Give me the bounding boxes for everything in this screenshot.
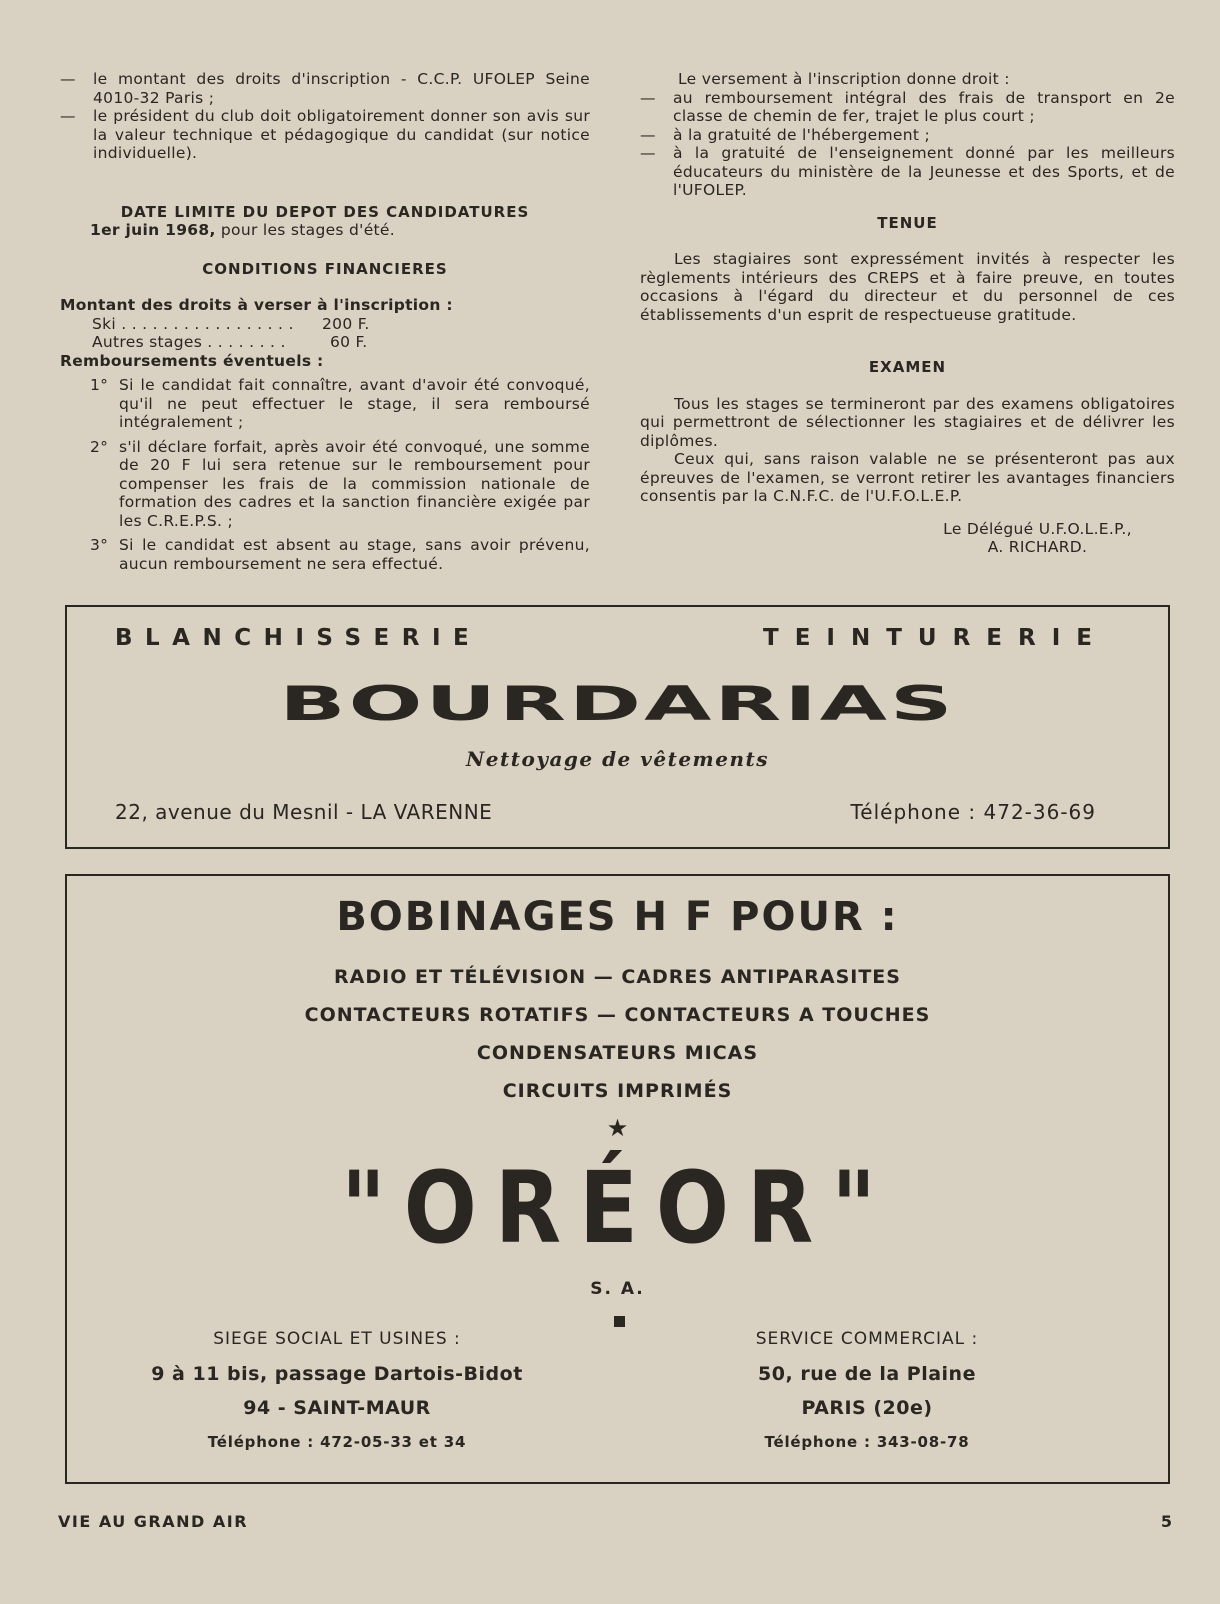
ad-product-line: CIRCUITS IMPRIMÉS: [502, 1080, 733, 1102]
ad-brand-name: "ORÉOR": [340, 1151, 895, 1266]
fee-row: Ski . . . . . . . . . . . . . . . . . 200 F.: [92, 314, 370, 333]
publication-name: VIE AU GRAND AIR: [58, 1512, 249, 1531]
financial-heading: CONDITIONS FINANCIERES: [202, 259, 448, 278]
ad-product-line: RADIO ET TÉLÉVISION — CADRES ANTIPARASITES: [334, 966, 901, 988]
deadline-heading: DATE LIMITE DU DEPOT DES CANDIDATURES: [120, 202, 530, 221]
ad-company-suffix: S. A.: [590, 1279, 645, 1299]
refund-heading: Remboursements éventuels :: [60, 351, 324, 370]
examen-paragraph: Tous les stages se termineront par des examens obligatoires qui permettront de sélectionner les stagiaires et de délivrer les diplômes.: [640, 394, 1175, 450]
list-item: — à la gratuité de l'hébergement ;: [640, 125, 930, 144]
rights-intro: Le versement à l'inscription donne droit :: [678, 70, 1010, 88]
head-office-address: SIEGE SOCIAL ET USINES : 9 à 11 bis, passage Dartois-Bidot 94 - SAINT-MAUR Téléphone : 472-05-33 et 34: [151, 1329, 523, 1451]
refund-item: 2° s'il déclare forfait, après avoir été convoqué, une somme de 20 F lui sera retenue sur le remboursement pour compenser les frais de la commission nationale de formation des cadres et la sanction financière exigée par les C.R.E.P.S. ;: [90, 437, 590, 530]
tenue-heading: TENUE: [877, 213, 938, 232]
examen-paragraph: Ceux qui, sans raison valable ne se présenteront pas aux épreuves de l'examen, se verront retirer les avantages financiers consentis par la C.N.F.C. de l'U.F.O.L.E.P.: [640, 450, 1175, 505]
advertisement-bourdarias: [65, 605, 1170, 849]
ad-product-line: CONTACTEURS ROTATIFS — CONTACTEURS A TOUCHES: [304, 1004, 931, 1026]
list-item: — le président du club doit obligatoirement donner son avis sur la valeur technique et pédagogique du candidat (sur notice individuelle).: [60, 107, 590, 162]
signature-title: Le Délégué U.F.O.L.E.P.,: [943, 519, 1132, 538]
signature-name: A. RICHARD.: [987, 538, 1088, 556]
list-item-text: le président du club doit obligatoirement donner son avis sur la valeur technique et pédagogique du candidat (sur notice individuelle).: [93, 107, 590, 162]
star-icon: ★: [606, 1114, 629, 1142]
ad-tagline: Nettoyage de vêtements: [466, 747, 769, 771]
examen-heading: EXAMEN: [868, 358, 947, 376]
right-column: [640, 70, 1175, 557]
advertisement-oreor: [65, 874, 1170, 1484]
fee-row: Autres stages . . . . . . . . 60 F.: [92, 333, 368, 351]
fees-heading: Montant des droits à verser à l'inscription :: [60, 296, 453, 314]
page-number: 5: [1160, 1512, 1172, 1531]
list-item: — le montant des droits d'inscription - C.C.P. UFOLEP Seine 4010-32 Paris ;: [60, 70, 590, 107]
square-bullet-icon: [614, 1316, 625, 1327]
ad-address: 22, avenue du Mesnil - LA VARENNE: [115, 800, 493, 824]
ad-product-line: CONDENSATEURS MICAS: [476, 1042, 759, 1064]
ad-title: BOBINAGES H F POUR :: [336, 894, 899, 940]
left-column: [60, 70, 590, 573]
refund-item: 3° Si le candidat est absent au stage, sans avoir prévenu, aucun remboursement ne sera effectué.: [90, 536, 590, 573]
list-item-text: le montant des droits d'inscription - C.C.P. UFOLEP Seine 4010-32 Paris ;: [93, 70, 590, 107]
tenue-text: Les stagiaires sont expressément invités à respecter les règlements intérieurs des CREPS et à faire preuve, en toutes occasions à l'égard du directeur et du personnel de ces établissements d'un esprit de respectueuse gratitude.: [640, 250, 1175, 324]
ad-phone: Téléphone : 472-36-69: [850, 800, 1096, 824]
list-item: — au remboursement intégral des frais de transport en 2e classe de chemin de fer, trajet le plus court ;: [640, 88, 1175, 125]
ad-brand-name: BOURDARIAS: [279, 676, 956, 733]
deadline-date: 1er juin 1968, pour les stages d'été.: [90, 221, 395, 239]
sales-office-address: SERVICE COMMERCIAL : 50, rue de la Plaine PARIS (20e) Téléphone : 343-08-78: [755, 1329, 979, 1451]
refund-item: 1° Si le candidat fait connaître, avant d'avoir été convoqué, qu'il ne peut effectuer le stage, il sera remboursé intégralement ;: [90, 376, 590, 431]
list-item: — à la gratuité de l'enseignement donné par les meilleurs éducateurs du ministère de la Jeunesse et des Sports, et de l'UFOLEP.: [640, 144, 1175, 199]
ad-left-label: BLANCHISSERIE: [115, 625, 482, 651]
ad-right-label: TEINTURERIE: [763, 625, 1108, 651]
